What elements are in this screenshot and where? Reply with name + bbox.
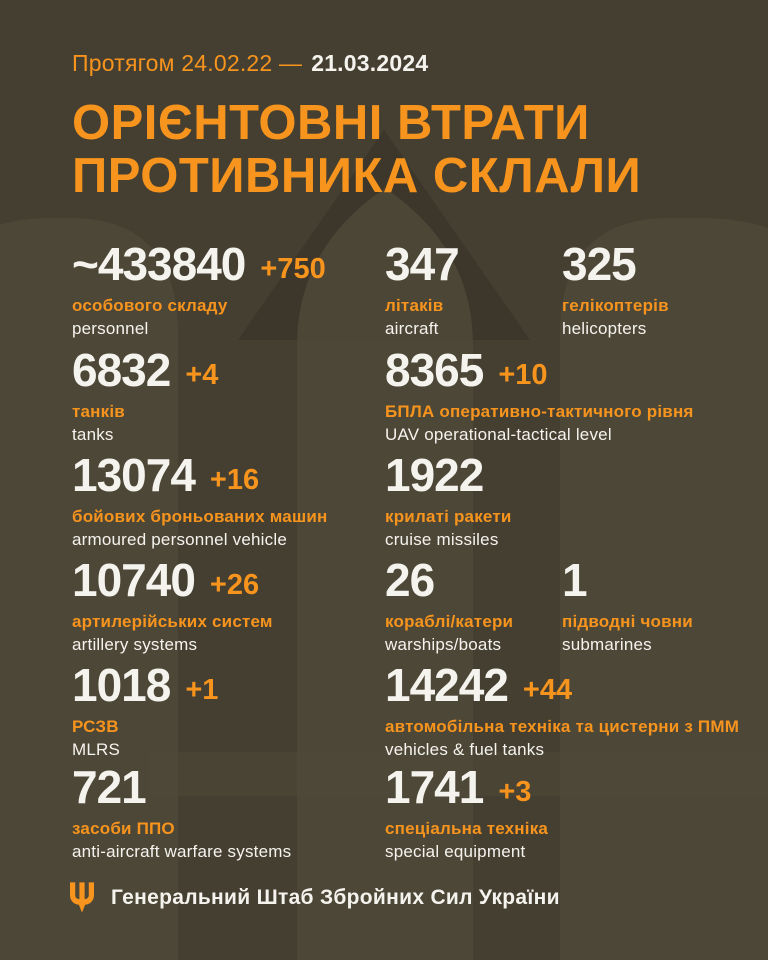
stat-value: 8365: [385, 344, 484, 396]
stat-delta: +26: [209, 569, 260, 601]
stat-label-ua: особового складу: [72, 296, 228, 315]
stat-label-en: tanks: [72, 425, 114, 444]
stat-label-ua: артилерійських систем: [72, 612, 273, 631]
stat-label-ua: танків: [72, 402, 125, 421]
report-date: 21.03.2024: [311, 50, 429, 76]
page-title-line1: ОРІЄНТОВНІ ВТРАТИ: [72, 96, 590, 150]
stat-submarines: [562, 554, 693, 655]
stat-warships: [385, 554, 514, 655]
page-title: [72, 97, 641, 203]
stat-artillery: [72, 554, 273, 655]
stat-armoured-vehicles: [72, 449, 328, 550]
stat-personnel: [72, 238, 326, 339]
stat-label-en: submarines: [562, 634, 652, 654]
stat-vehicles-fuel-tanks: [385, 659, 740, 760]
footer: [70, 882, 560, 913]
stat-delta: +44: [522, 674, 573, 706]
stat-label-en: artillery systems: [72, 635, 198, 654]
date-range-prefix: Протягом 24.02.22 —: [72, 50, 303, 76]
stat-delta: +1: [185, 674, 219, 706]
stat-label-ua: спеціальна техніка: [385, 819, 549, 838]
stat-value: ~433840: [72, 238, 246, 290]
stat-delta: +16: [209, 464, 260, 496]
stat-label-ua: БПЛА оперативно-тактичного рівня: [385, 402, 694, 421]
organization-name: Генеральний Штаб Збройних Сил України: [111, 885, 560, 909]
stat-label-ua: автомобільна техніка та цистерни з ПММ: [385, 717, 740, 736]
stat-label-ua: крилаті ракети: [385, 506, 512, 526]
stat-helicopters: [562, 238, 669, 339]
stat-value: 325: [562, 238, 636, 290]
stat-label-en: aircraft: [385, 318, 439, 338]
date-range: [72, 50, 428, 77]
stat-label-en: anti-aircraft warfare systems: [72, 841, 292, 861]
stat-aircraft: [385, 238, 474, 339]
stat-label-ua: літаків: [385, 295, 444, 315]
stat-cruise-missiles: [385, 449, 512, 550]
stat-special-equipment: [385, 761, 549, 862]
stat-value: 1018: [72, 659, 171, 711]
stat-anti-aircraft: [72, 761, 292, 862]
stat-value: 347: [385, 238, 459, 290]
stat-label-en: personnel: [72, 319, 149, 338]
stat-label-en: vehicles & fuel tanks: [385, 740, 545, 759]
stat-label-ua: бойових броньованих машин: [72, 507, 328, 526]
stat-value: 1922: [385, 449, 484, 501]
stat-delta: +4: [185, 359, 219, 391]
stat-label-ua: гелікоптерів: [562, 295, 669, 315]
stat-uav: [385, 344, 694, 445]
stat-label-en: MLRS: [72, 740, 121, 759]
stat-label-en: UAV operational-tactical level: [385, 425, 612, 444]
stat-label-en: helicopters: [562, 318, 647, 338]
stat-value: 14242: [385, 659, 508, 711]
stat-value: 13074: [72, 449, 195, 501]
stat-value: 10740: [72, 554, 195, 606]
stat-value: 721: [72, 761, 146, 813]
stat-label-ua: підводні човни: [562, 611, 693, 631]
stat-label-ua: засоби ППО: [72, 818, 175, 838]
stat-label-en: warships/boats: [385, 634, 502, 654]
stat-label-en: armoured personnel vehicle: [72, 530, 287, 549]
page-title-line2: ПРОТИВНИКА СКЛАЛИ: [72, 149, 642, 203]
trident-icon: [70, 882, 94, 913]
stat-value: 6832: [72, 344, 171, 396]
stat-value: 26: [385, 554, 435, 606]
stat-label-en: special equipment: [385, 842, 526, 861]
stat-label-ua: кораблі/катери: [385, 611, 514, 631]
stat-delta: +10: [498, 359, 548, 391]
stat-tanks: [72, 344, 219, 445]
stat-mlrs: [72, 659, 219, 760]
stat-value: 1741: [385, 761, 484, 813]
stat-delta: +3: [498, 776, 532, 808]
stat-label-ua: РСЗВ: [72, 717, 119, 736]
stat-delta: +750: [260, 253, 326, 285]
stat-label-en: cruise missiles: [385, 529, 499, 549]
stat-value: 1: [562, 554, 587, 606]
